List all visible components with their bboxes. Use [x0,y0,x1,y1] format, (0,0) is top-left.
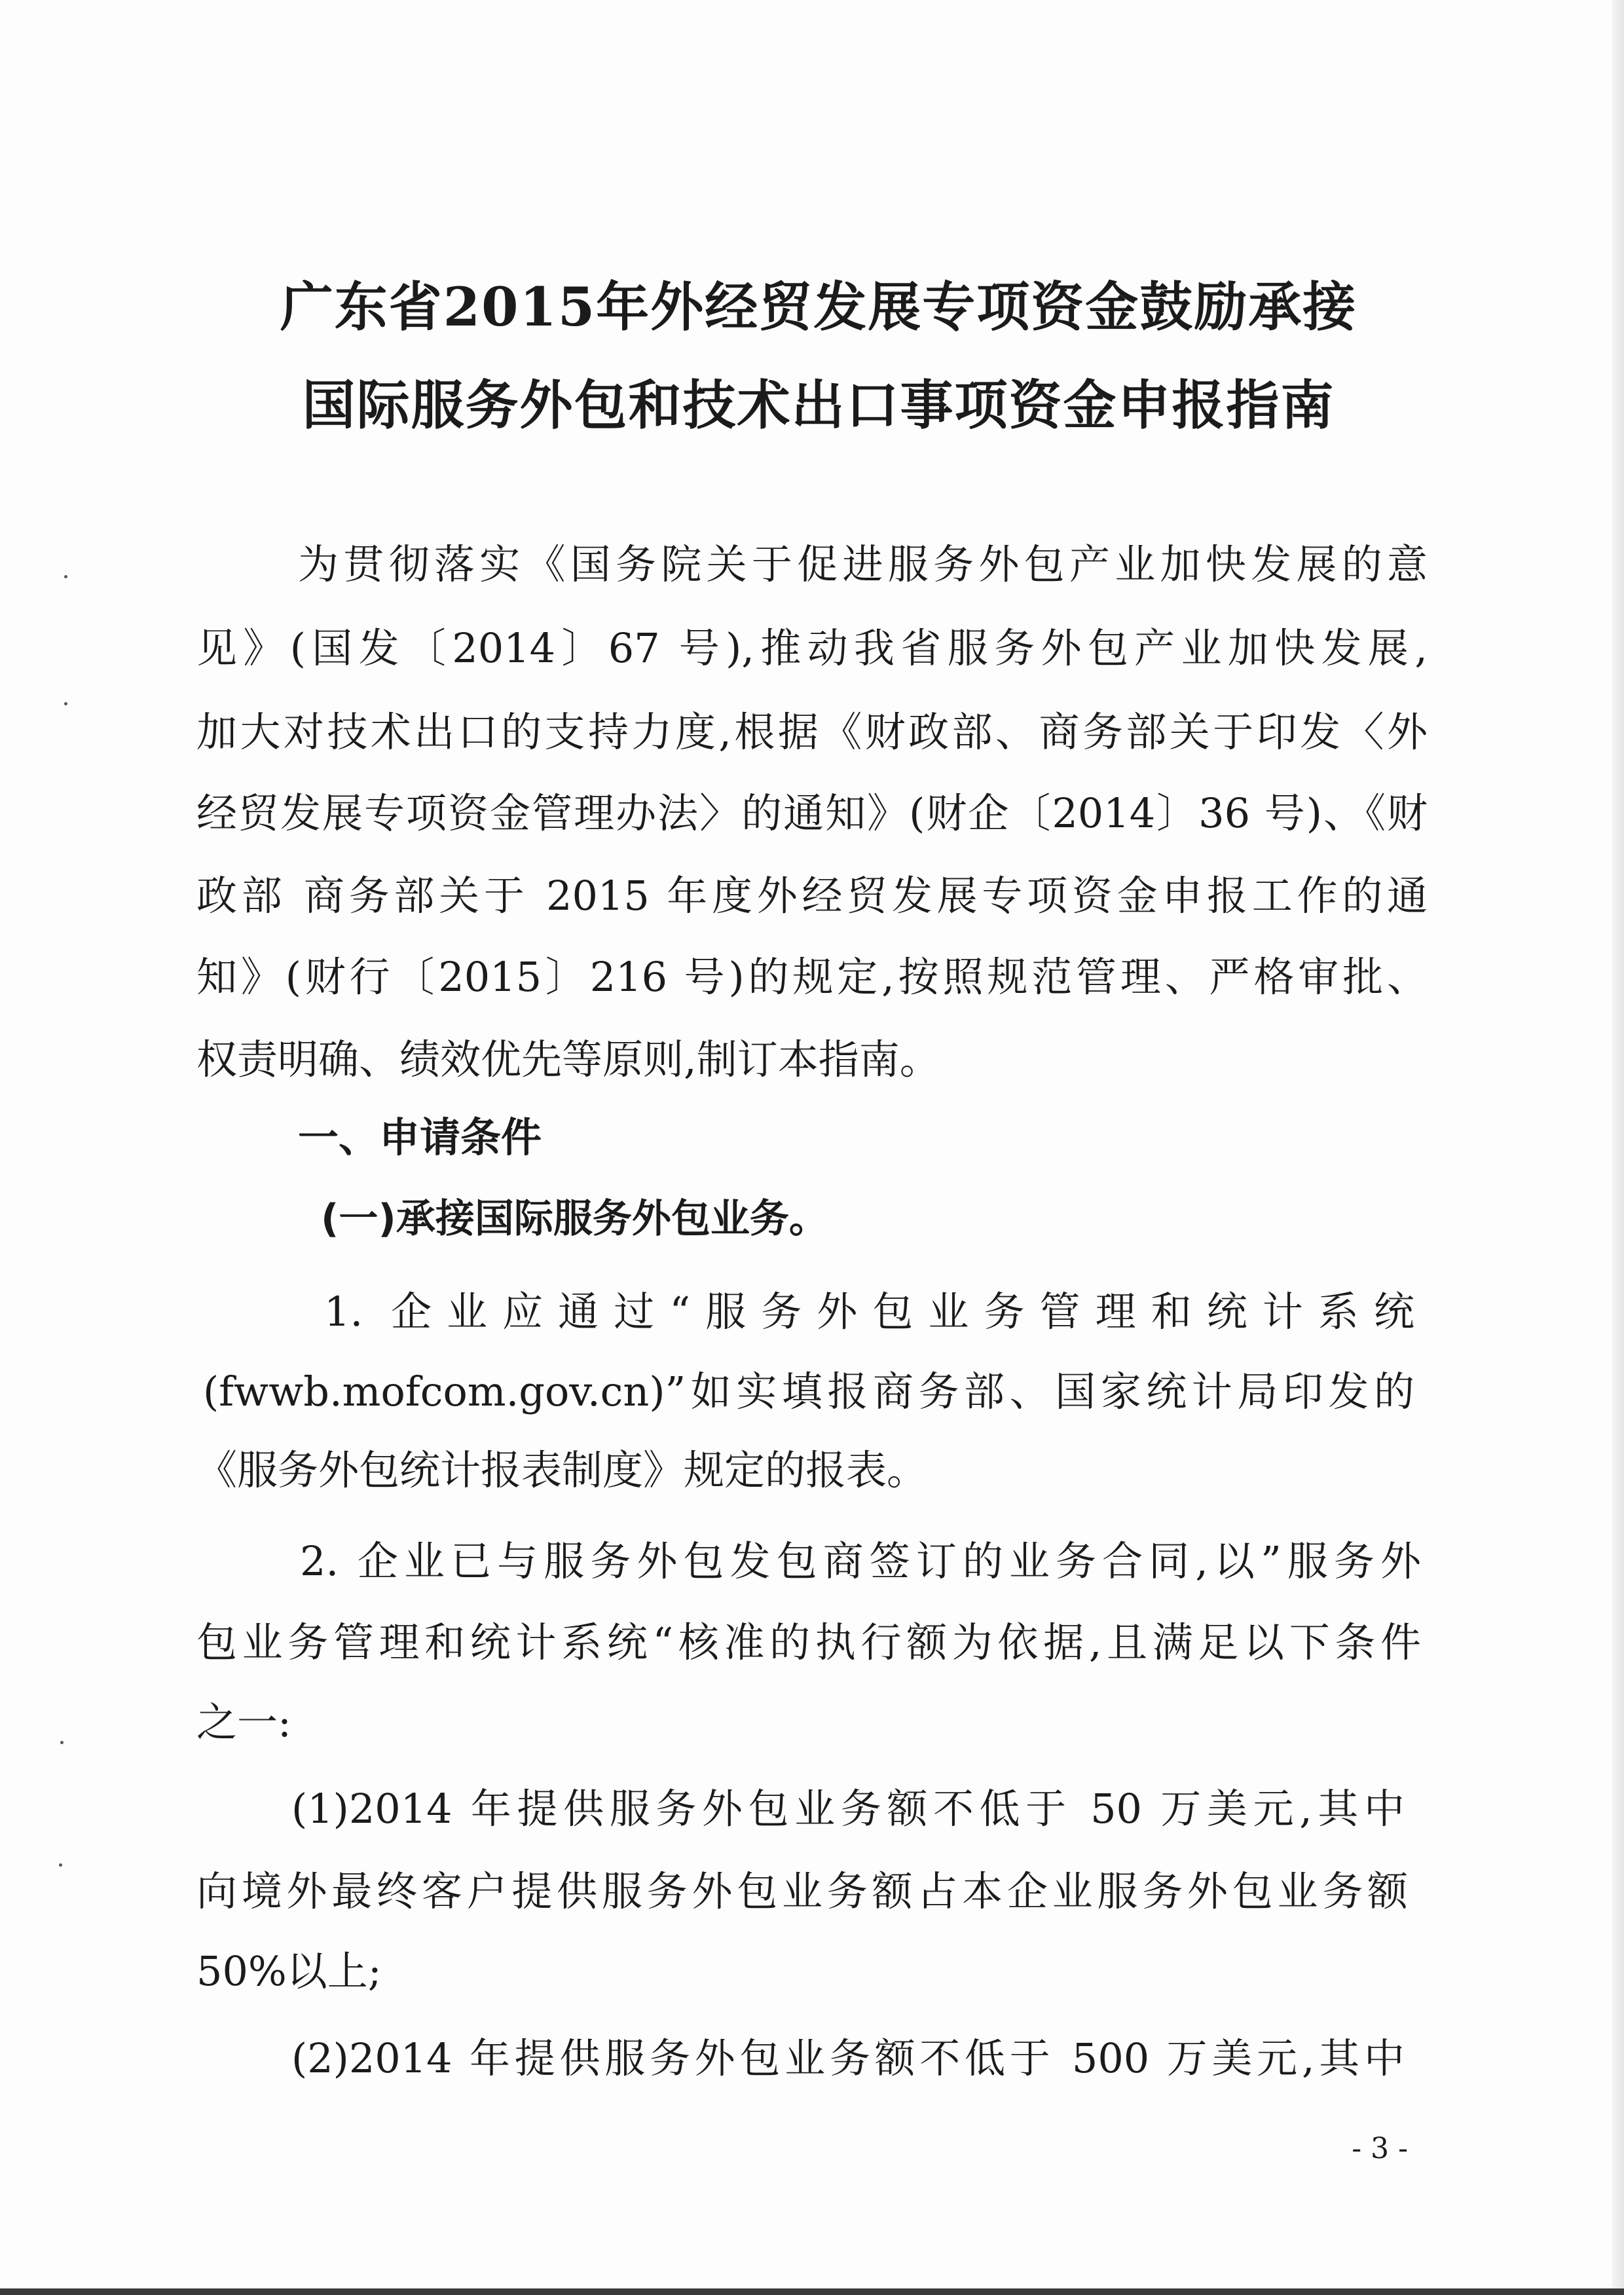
intro-line: 政部 商务部关于 2015 年度外经贸发展专项资金申报工作的通 [196,872,1428,920]
item-line: 之一: [196,1698,291,1746]
intro-line: 加大对技术出口的支持力度,根据《财政部、商务部关于印发〈外 [196,708,1428,756]
scan-edge-bottom [0,2288,1624,2295]
scan-edge [1612,0,1624,2295]
item-line: 包业务管理和统计系统“核准的执行额为依据,且满足以下条件 [196,1618,1421,1666]
title-line: 国际服务外包和技术出口事项资金申报指南 [302,375,1335,437]
item-line: (fwwb.mofcom.gov.cn)”如实填报商务部、国家统计局印发的 [203,1368,1414,1415]
condition-line: (1)2014 年提供服务外包业务额不低于 50 万美元,其中 [291,1785,1405,1833]
item-line: 2. 企业已与服务外包发包商签订的业务合同,以”服务外 [300,1537,1421,1585]
condition-line: 向境外最终客户提供服务外包业务额占本企业服务外包业务额 [196,1867,1408,1915]
intro-line: 为贯彻落实《国务院关于促进服务外包产业加快发展的意 [298,540,1428,588]
intro-line: 经贸发展专项资金管理办法〉的通知》(财企〔2014〕36 号)、《财 [196,789,1428,837]
item-line: 1. 企业应通过“服务外包业务管理和统计系统 [324,1288,1414,1335]
page-number: - 3 - [1352,2132,1408,2165]
condition-line: (2)2014 年提供服务外包业务额不低于 500 万美元,其中 [291,2034,1405,2082]
intro-line: 见》(国发〔2014〕67 号),推动我省服务外包产业加快发展, [196,624,1428,672]
document-title [196,259,1441,455]
scan-speck [60,1741,64,1744]
condition-line: 50%以上; [196,1947,382,1995]
scan-speck [64,575,67,578]
item-line: 《服务外包统计报表制度》规定的报表。 [196,1446,928,1494]
intro-line: 权责明确、绩效优先等原则,制订本指南。 [196,1036,940,1083]
section-heading: 一、申请条件 [298,1113,542,1161]
scan-speck [59,1863,62,1867]
subsection-heading: (一)承接国际服务外包业务。 [321,1196,828,1242]
title-line: 广东省2015年外经贸发展专项资金鼓励承接 [280,276,1357,339]
scan-speck [64,702,67,705]
intro-line: 知》(财行〔2015〕216 号)的规定,按照规范管理、严格审批、 [196,953,1428,1001]
